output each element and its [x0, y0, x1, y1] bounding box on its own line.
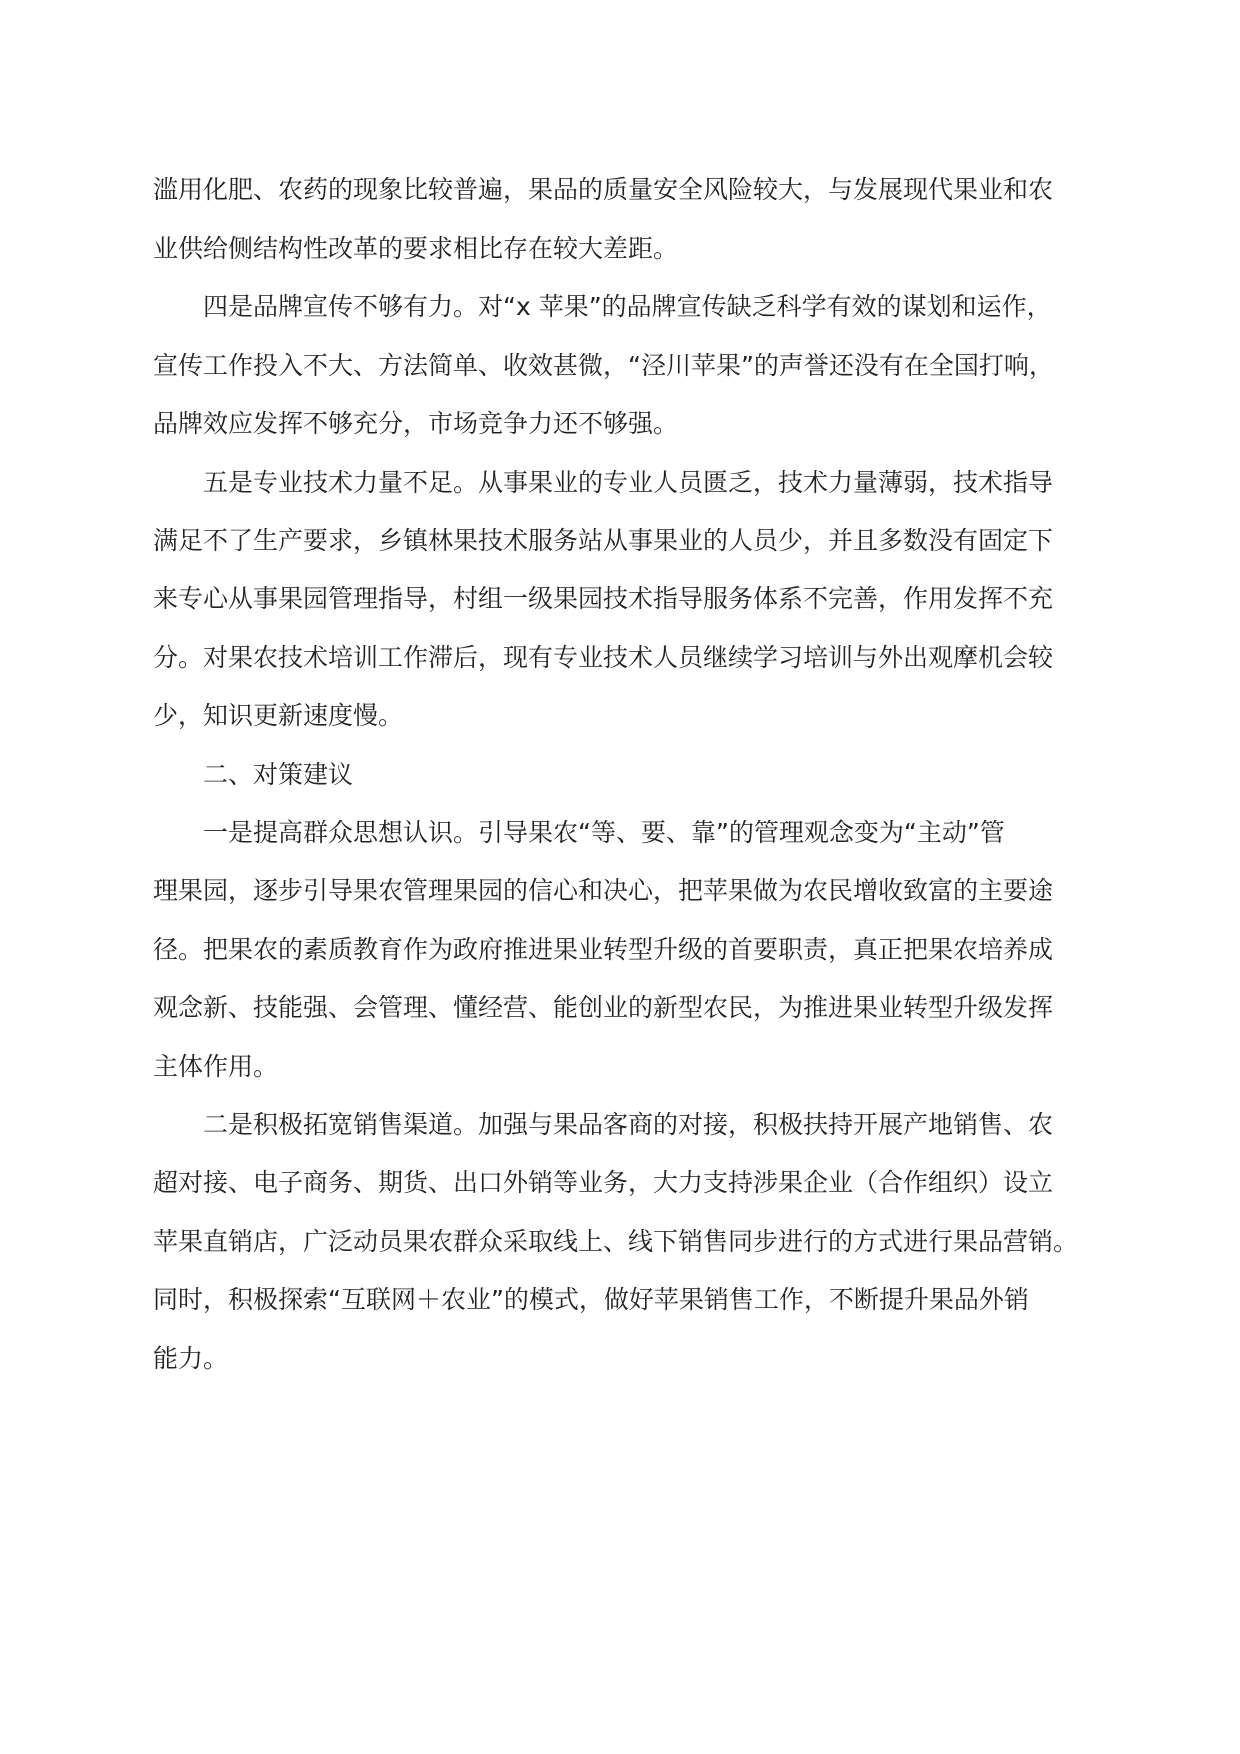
- paragraph-start-line: 一是提高群众思想认识。引导果农“等、要、靠”的管理观念变为“主动”管: [203, 818, 1005, 847]
- text-line: 苹果直销店，广泛动员果农群众采取线上、线下销售同步进行的方式进行果品营销。: [153, 1227, 1079, 1256]
- text-line: 宣传工作投入不大、方法简单、收效甚微，“泾川苹果”的声誉还没有在全国打响，: [153, 351, 1054, 380]
- text-line: 来专心从事果园管理指导，村组一级果园技术指导服务体系不完善，作用发挥不充: [153, 584, 1054, 613]
- text-line: 业供给侧结构性改革的要求相比存在较大差距。: [153, 234, 679, 263]
- text-line: 径。把果农的素质教育作为政府推进果业转型升级的首要职责，真正把果农培养成: [153, 935, 1054, 964]
- section-heading: 二、对策建议: [203, 760, 354, 789]
- text-line: 观念新、技能强、会管理、懂经营、能创业的新型农民，为推进果业转型升级发挥: [153, 993, 1054, 1022]
- paragraph-start-line: 四是品牌宣传不够有力。对“x 苹果”的品牌宣传缺乏科学有效的谋划和运作，: [203, 292, 1052, 321]
- paragraph-start-line: 二是积极拓宽销售渠道。加强与果品客商的对接，积极扶持开展产地销售、农: [203, 1110, 1054, 1139]
- text-line: 满足不了生产要求，乡镇林果技术服务站从事果业的人员少，并且多数没有固定下: [153, 526, 1054, 555]
- paragraph-start-line: 五是专业技术力量不足。从事果业的专业人员匮乏，技术力量薄弱，技术指导: [203, 468, 1054, 497]
- text-line: 能力。: [153, 1344, 229, 1373]
- text-line: 主体作用。: [153, 1052, 279, 1081]
- text-line: 超对接、电子商务、期货、出口外销等业务，大力支持涉果企业（合作组织）设立: [153, 1168, 1054, 1197]
- text-line: 理果园，逐步引导果农管理果园的信心和决心，把苹果做为农民增收致富的主要途: [153, 876, 1054, 905]
- text-line: 同时，积极探索“互联网＋农业”的模式，做好苹果销售工作，不断提升果品外销: [153, 1285, 1029, 1314]
- text-line: 少，知识更新速度慢。: [153, 701, 404, 730]
- text-line: 分。对果农技术培训工作滞后，现有专业技术人员继续学习培训与外出观摩机会较: [153, 643, 1054, 672]
- text-line: 品牌效应发挥不够充分，市场竞争力还不够强。: [153, 409, 679, 438]
- text-line: 滥用化肥、农药的现象比较普遍，果品的质量安全风险较大，与发展现代果业和农: [153, 175, 1054, 204]
